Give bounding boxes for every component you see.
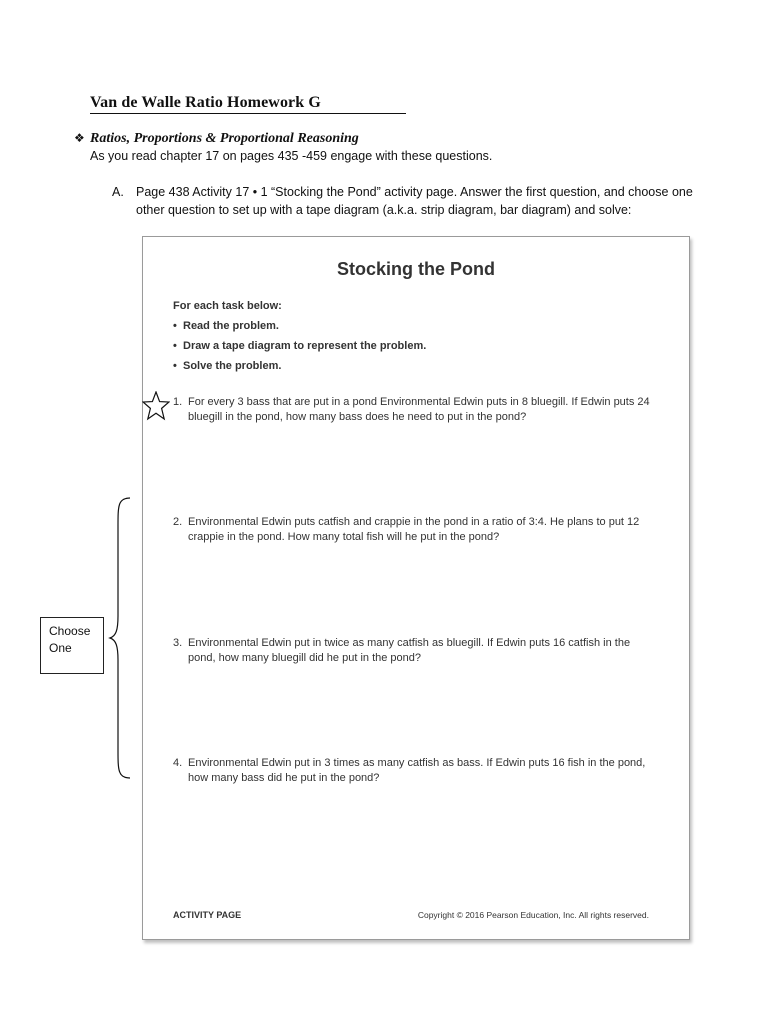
activity-page: Stocking the Pond For each task below: • Read the problem. • Draw a tape diagram to represent the problem. • Solve the problem. 1. For every 3 bass that are put in a pond Environmental Edwin puts in 8 bluegill. If Edwin puts 24 bluegill in the pond, how many bass does he need to put in the pond? 2. Environmental Edwin puts catfish and crappie in the pond in a ratio of 3:4. He plans to put 12 crappie in the pond. How many total fish will he put in the pond? 3. Environmental Edwin put in twice as many catfish as bluegill. If Edwin puts 16 catfish in the pond, how many bluegill did he put in the pond? 4. Environmental Edwin put in 3 times as many catfish as bass. If Edwin puts 16 fish in the pond, how many bass did he put in the pond? ACTIVITY PAGE Copyright © 2016 Pearson Education, Inc. All rights reserved. xyxy=(142,236,690,940)
instruction-item: • Draw a tape diagram to represent the problem. xyxy=(173,340,427,352)
choose-label-line1: Choose xyxy=(49,624,91,638)
choose-one-box xyxy=(40,617,104,674)
footer-copyright: Copyright © 2016 Pearson Education, Inc. All rights reserved. xyxy=(417,910,649,920)
item-a-text: Page 438 Activity 17 • 1 “Stocking the Pond” activity page. Answer the first question, and choose one other question to set up with a tape diagram (a.k.a. strip diagram, bar diagram) and solve: xyxy=(136,185,693,217)
instruction-item: • Solve the problem. xyxy=(173,360,282,372)
instructions-heading: For each task below: xyxy=(173,300,282,312)
footer-activity-page: ACTIVITY PAGE xyxy=(173,910,242,920)
activity-title: Stocking the Pond xyxy=(336,259,495,279)
section-heading: Ratios, Proportions & Proportional Reasoning xyxy=(90,131,359,146)
homework-title: Van de Walle Ratio Homework G xyxy=(90,94,406,114)
section-heading-row xyxy=(74,130,359,147)
instruction-item: • Read the problem. xyxy=(173,320,279,332)
left-curly-brace-icon xyxy=(108,496,132,780)
choose-label-line2: One xyxy=(49,641,72,655)
diamond-bullet-icon: ❖ xyxy=(74,131,85,145)
instructions xyxy=(173,296,426,376)
section-intro: As you read chapter 17 on pages 435 -459 engage with these questions. xyxy=(90,149,493,163)
star-outline-icon xyxy=(142,391,170,421)
item-a-letter: A. xyxy=(112,185,124,199)
